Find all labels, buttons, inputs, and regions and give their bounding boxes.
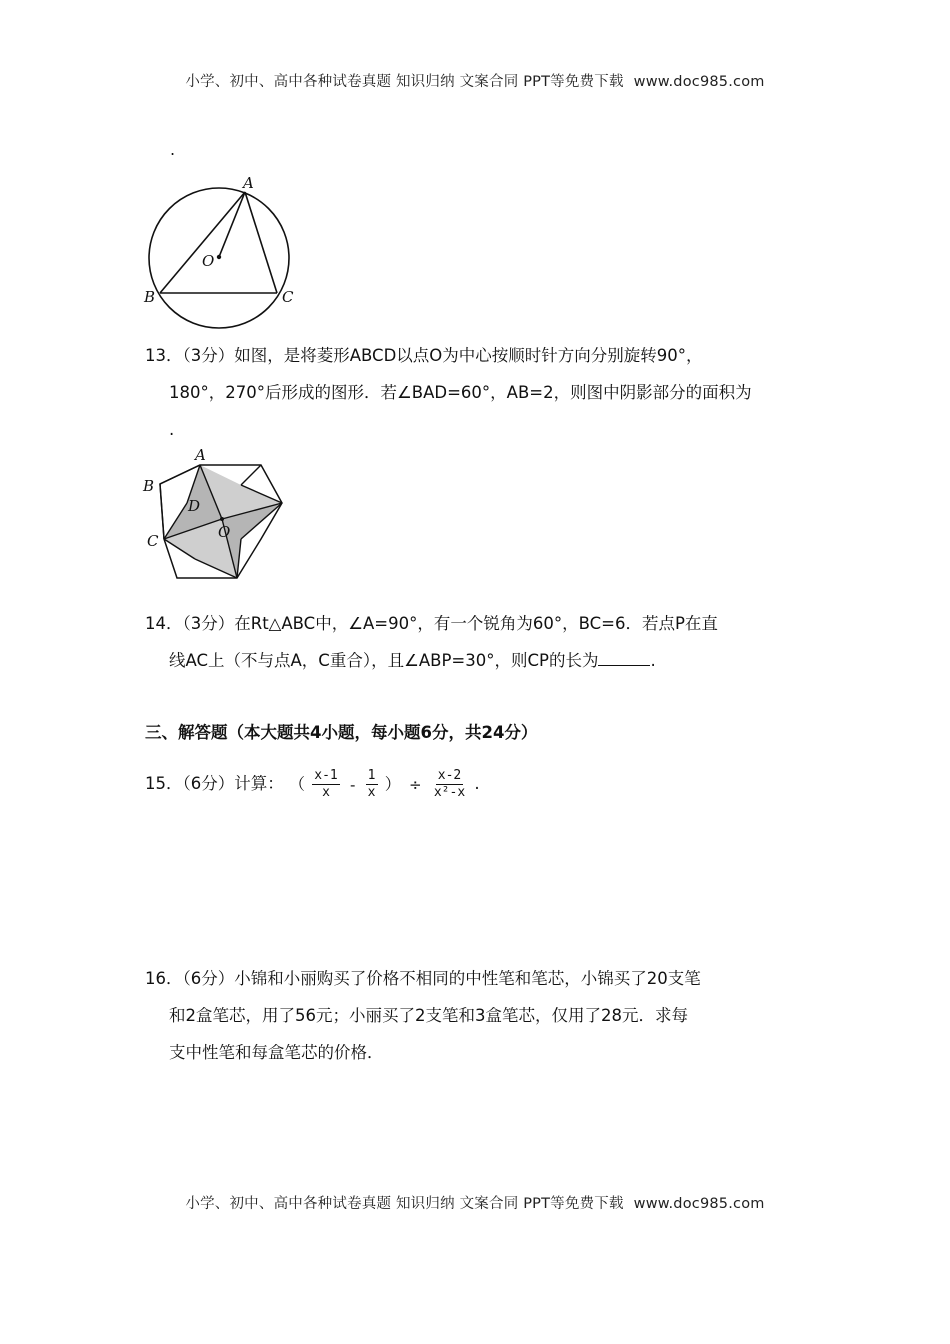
center-point [217,255,221,259]
q15-close-paren: ） [384,774,401,794]
segment-OA [219,192,245,257]
answer-blank[interactable] [598,649,650,666]
page-header [0,70,950,91]
q16-line2: 和2盒笔芯，用了56元；小丽买了2支笔和3盒笔芯，仅用了28元．求每 [169,1006,688,1025]
label-C: C [282,288,294,306]
fraction-3-denominator: x²-x [433,785,466,800]
edge-left [160,484,164,539]
figure-12-circle [140,170,310,335]
segment-AB [160,192,245,293]
label-B: B [144,288,156,306]
q16-line3: 支中性笔和每盒笔芯的价格． [169,1043,384,1062]
q15-prefix: 15．（6分）计算： [145,774,284,793]
question-13 [145,337,825,448]
fraction-2-numerator: 1 [367,768,376,783]
fraction-2 [366,768,378,801]
q15-end: . [474,774,480,793]
q13-line1: 13．（3分）如图，是将菱形ABCD以点O为中心按顺时针方向分别旋转90°， [145,346,703,365]
label-A: A [243,174,254,192]
edge-top-inner [241,465,261,485]
q15-open-paren: （ [289,774,306,794]
figure-13-rhombus [140,445,290,585]
segment-AC [245,192,277,293]
question-14 [145,605,825,679]
question-15 [145,764,480,805]
section-3-title: 三、解答题（本大题共4小题，每小题6分，共24分） [145,723,538,742]
q14-line2 [145,642,825,679]
page-footer [0,1192,950,1213]
minus-sign: - [350,775,356,794]
label-O: O [202,252,215,270]
divide-sign: ÷ [409,775,422,794]
label-D: D [188,497,201,515]
fraction-3 [432,768,467,801]
label-A: A [195,446,206,464]
q13-line2: 180°，270°后形成的图形．若∠BAD=60°，AB=2，则图中阴影部分的面积为 [169,383,752,402]
fraction-1 [312,768,339,801]
q13-line3: . [169,420,175,439]
fraction-2-denominator: x [367,785,376,800]
q14-line1: 14．（3分）在Rt△ABC中，∠A=90°，有一个锐角为60°，BC=6．若点P在直 [145,614,718,633]
label-O: O [218,523,231,541]
fraction-1-numerator: x-1 [314,768,338,783]
q14-line2-end: . [650,651,656,670]
q16-line1: 16．（6分）小锦和小丽购买了价格不相同的中性笔和笔芯，小锦买了20支笔 [145,969,701,988]
center-point-O [220,517,224,521]
header-text: 小学、初中、高中各种试卷真题 知识归纳 文案合同 PPT等免费下载 [185,74,624,90]
q14-line2-text: 线AC上（不与点A，C重合），且∠ABP=30°，则CP的长为 [169,651,599,670]
label-B: B [143,477,155,495]
question-16 [145,960,825,1071]
footer-text: 小学、初中、高中各种试卷真题 知识归纳 文案合同 PPT等免费下载 [185,1196,624,1212]
label-C: C [147,532,159,550]
fraction-1-denominator: x [322,785,330,800]
fraction-3-numerator: x-2 [437,768,462,783]
q12-tail: . [170,140,176,159]
footer-url[interactable]: www.doc985.com [633,1196,765,1212]
header-url[interactable]: www.doc985.com [633,74,765,90]
